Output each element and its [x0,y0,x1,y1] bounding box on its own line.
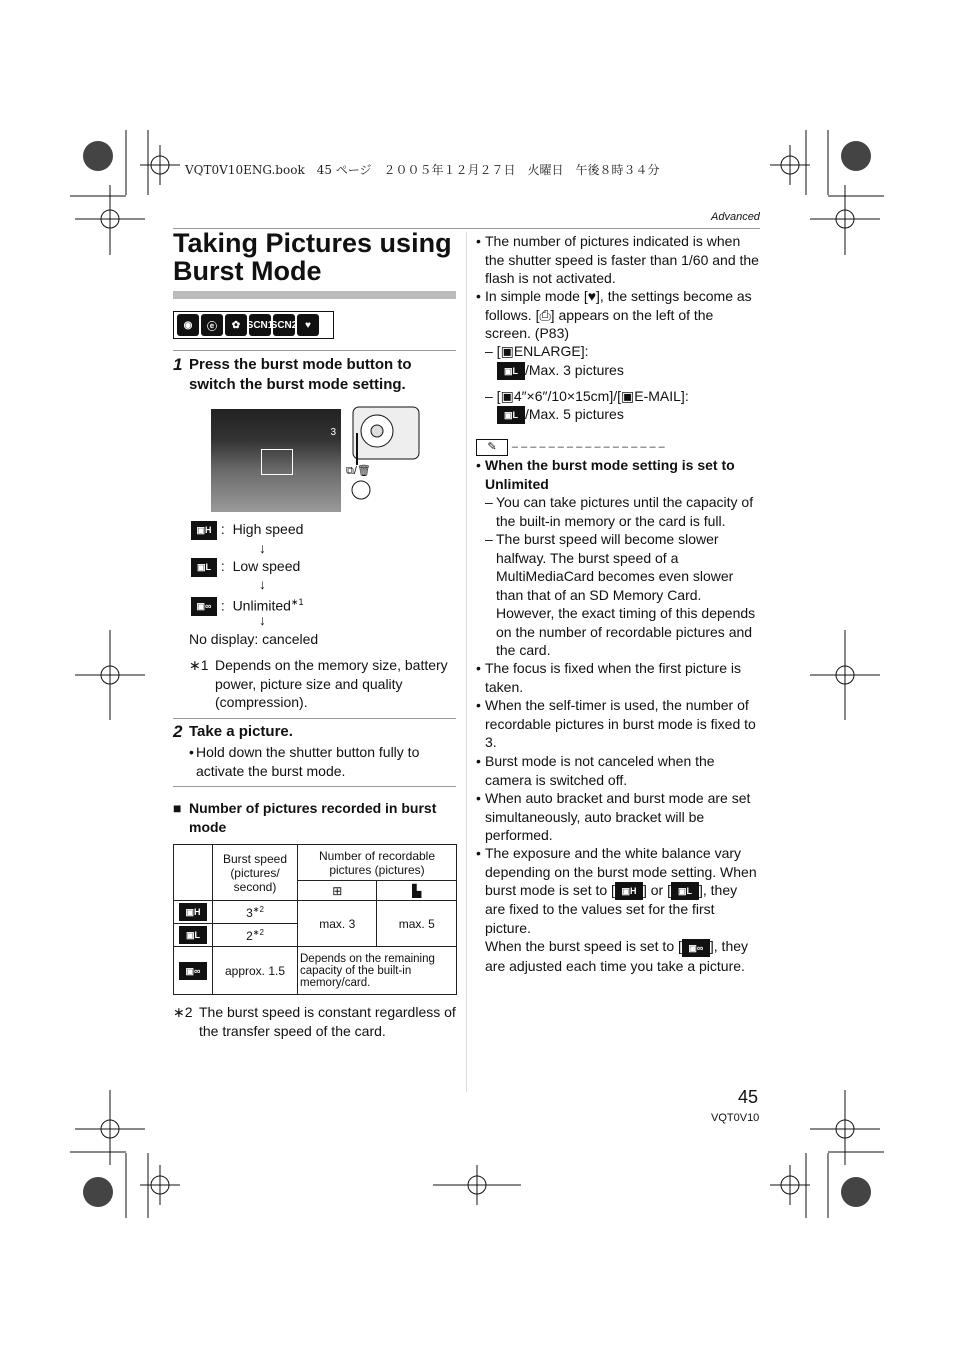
step2-text: Take a picture. [189,723,293,740]
burst-high-icon: ▣H [191,521,217,540]
rule [173,718,456,719]
card-icon: ▙ [377,881,457,901]
focus-frame [261,449,293,475]
bullet-8-text: The exposure and the white balance vary depending on the burst mode setting. When burst mode is set to [ ▣H ] or [ ▣L ], they are fixed to the values set for the first picture. When the burst speed is set to [ ▣∞ ], they are adjusted each time you take a picture. [485,845,757,974]
builtin-memory-icon: ⊞ [298,881,377,901]
file-header: VQT0V10ENG.book 45 ページ ２００５年１２月２７日 火曜日 午後８時３４分 [185,163,660,177]
step2-bullet: Hold down the shutter button fully to activate the burst mode. [196,744,420,779]
bullet-3: • [476,457,481,473]
step1-number: 1 [173,355,183,374]
max3: max. 3 [298,901,377,947]
heart-icon: ♥ [297,314,319,336]
bullet-2: • [476,288,481,304]
capacity-note: Depends on the remaining capacity of the built-in memory/card. [298,947,457,995]
page-number: 45 [738,1087,759,1107]
shot-count: 3 [330,427,336,438]
burst-unlimited-icon: ▣∞ [191,597,217,616]
rule [173,786,456,787]
note1-text: Depends on the memory size, battery power, picture size and quality (compression). [215,657,448,710]
speed-high: 3 [246,905,253,920]
step1-text: Press the burst mode button to switch the burst mode setting. [189,356,412,393]
col-burst-speed: Burst speed (pictures/ second) [213,845,298,901]
arrow-2: ↓ [259,576,266,592]
burst-low-icon: ▣L [497,362,525,380]
scn1-icon: SCN1 [249,314,271,336]
dash-2: – [485,531,493,547]
step2-number: 2 [173,722,183,741]
burst-unlimited-icon: ▣∞ [179,962,207,980]
title-bar [173,291,456,299]
footnote-ref: ∗2 [252,904,264,914]
table-heading-square: ■ [173,800,182,816]
burst-low-icon: ▣L [191,558,217,577]
note2-mark: ∗2 [173,1004,193,1020]
bullet-4: • [476,660,481,676]
bullet-6-text: Burst mode is not canceled when the camera is switched off. [485,753,715,788]
table-heading: Number of pictures recorded in burst mode [189,800,437,835]
burst-high-icon: ▣H [615,882,643,900]
dash-1-text: You can take pictures until the capacity of the built-in memory or the card is full. [496,494,754,529]
arrow-3: ↓ [259,612,266,628]
enlarge-icon: ▣ [500,343,514,359]
email-max: ▣L /Max. 5 pictures [497,405,624,424]
speed-low: 2 [246,928,253,943]
mode-high-label: High speed [232,521,304,537]
note2-text: The burst speed is constant regardless of the transfer speed of the card. [199,1004,456,1039]
burst-low-icon: ▣L [671,882,699,900]
bullet-5: • [476,697,481,713]
size-line: – [▣4″×6″/10×15cm]/[▣E-MAIL]: [485,388,689,404]
footnote-ref: ∗1 [290,597,304,607]
mode-icons [173,311,334,339]
mode-unlimited-label: Unlimited [232,597,291,614]
burst-low-icon: ▣L [497,406,525,424]
memo-row [476,436,665,457]
bullet-1: • [476,233,481,249]
burst-low-icon: ▣L [179,926,207,944]
bullet-5-text: When the self-timer is used, the number of recordable pictures in burst mode is fixed to 3. [485,697,756,750]
step2-bullet-dot: • [189,744,194,760]
bullet-4-text: The focus is fixed when the first picture is taken. [485,660,741,695]
bullet-2-text: In simple mode [♥], the settings become as follows. [⎙] appears on the left of the screen. (P83) [485,288,752,341]
scn2-icon: SCN2 [273,314,295,336]
bold-heading: When the burst mode setting is set to Unlimited [485,457,735,492]
enlarge-max: ▣L /Max. 3 pictures [497,361,624,380]
enlarge-line: – [▣ENLARGE]: [485,343,589,359]
max5: max. 5 [377,901,457,947]
bullet-7: • [476,790,481,806]
column-divider [466,232,467,1092]
section-label: Advanced [711,211,760,223]
burst-high-icon: ▣H [179,903,207,921]
speed-unlimited: approx. 1.5 [213,947,298,995]
camera-dial-illustration [343,405,423,505]
bullet-7-text: When auto bracket and burst mode are set simultaneously, auto bracket will be performed. [485,790,751,843]
economy-icon: ⓔ [201,314,223,336]
print-icon: ⎙ [539,306,551,323]
heart-icon: ♥ [587,288,597,304]
mode-unlimited: ▣∞ : Unlimited$^{∗1}$ [191,593,303,616]
email-icon: ▣ [621,388,635,404]
no-display: No display: canceled [189,631,319,647]
page-title: Taking Pictures using Burst Mode [173,228,452,286]
print-size-icon: ▣ [500,388,514,404]
camera-screen-photo [211,409,341,512]
macro-icon: ✿ [225,314,247,336]
memo-dashes: – – – – – – – – – – – – – – – – – [511,441,665,453]
page-code: VQT0V10 [711,1112,760,1124]
burst-table [173,844,457,995]
rule [173,350,456,351]
note1-mark: ∗1 [189,657,209,673]
footnote-ref: ∗2 [252,927,264,937]
memo-icon: ✎ [476,439,508,456]
bullet-1-text: The number of pictures indicated is when the shutter speed is faster than 1/60 and the flash is not activated. [485,233,759,286]
camera-icon: ◉ [177,314,199,336]
burst-unlimited-icon: ▣∞ [682,939,710,957]
col-recordable: Number of recordable pictures (pictures) [298,845,457,881]
dash-1: – [485,494,493,510]
mode-high: ▣H : High speed [191,520,303,540]
arrow-1: ↓ [259,540,266,556]
mode-low-label: Low speed [232,558,301,574]
mode-low: ▣L : Low speed [191,557,300,577]
bullet-6: • [476,753,481,769]
burst-button-label: ⧉/🗑 [346,465,371,477]
bullet-8: • [476,845,481,861]
dash-2-text: The burst speed will become slower halfway. The burst speed of a MultiMediaCard becomes even slower than that of an SD Memory Card. However, the exact timing of this depends on the number of recordable pictures and the card. [496,531,756,658]
